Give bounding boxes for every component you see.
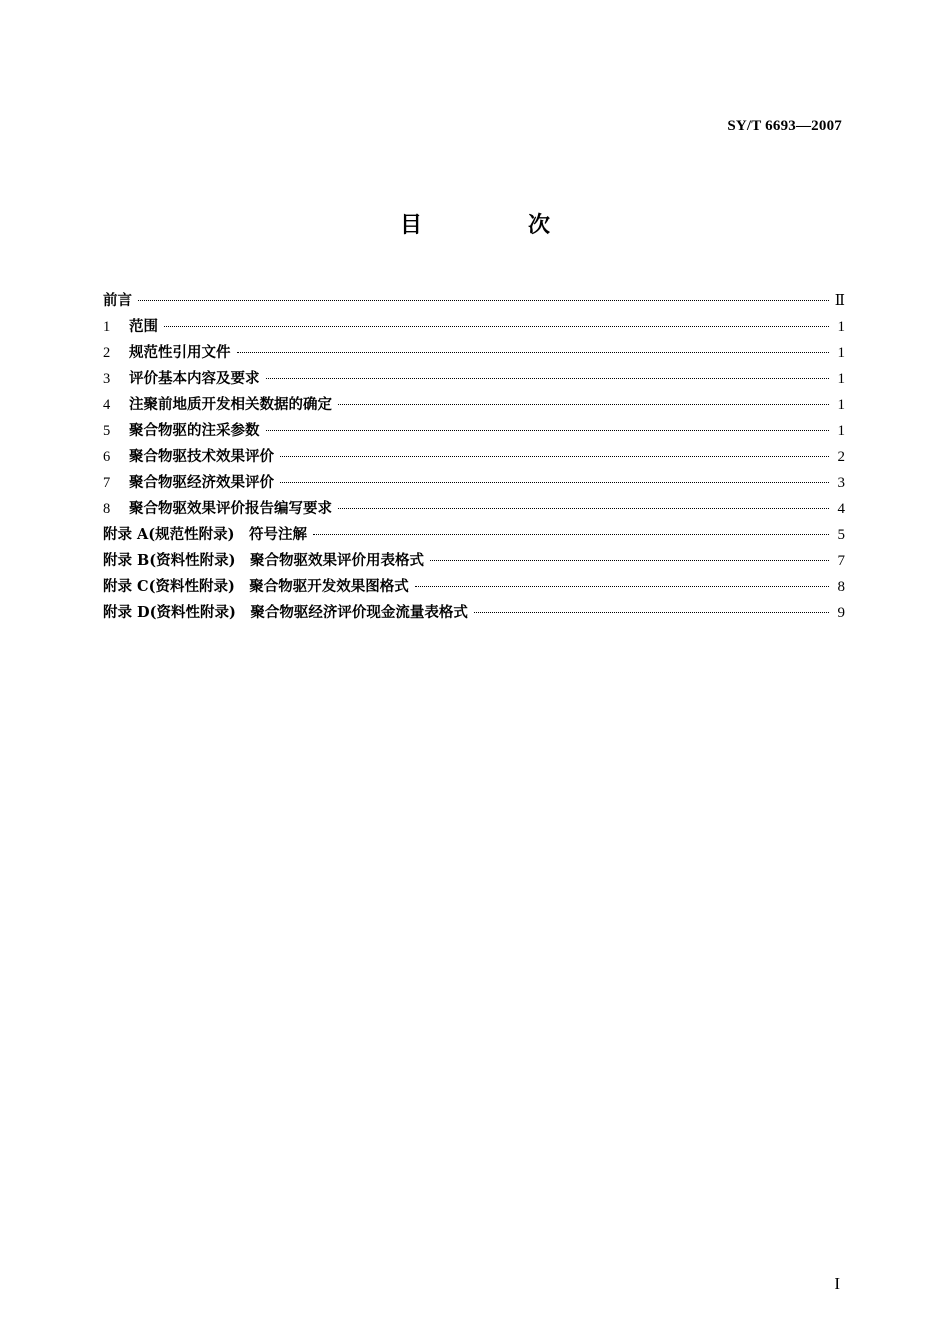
toc-item-label: 评价基本内容及要求 <box>129 370 260 387</box>
toc-item-2[interactable] <box>103 342 845 368</box>
toc-item-label: 聚合物驱的注采参数 <box>129 422 260 439</box>
toc-item-number: 4 <box>103 397 111 413</box>
toc-item-appendix-b[interactable] <box>103 550 845 576</box>
toc-item-7[interactable] <box>103 472 845 498</box>
toc-dot-leader <box>266 378 830 379</box>
toc-item-8[interactable] <box>103 498 845 524</box>
toc-dot-leader <box>415 586 829 587</box>
toc-item-number: 6 <box>103 449 111 465</box>
toc-item-preface[interactable] <box>103 290 845 316</box>
toc-item-number: 2 <box>103 345 111 361</box>
toc-item-label: 附录 A(规范性附录) 符号注解 <box>103 526 308 543</box>
toc-item-label: 聚合物驱效果评价报告编写要求 <box>129 500 332 517</box>
toc-item-page: 2 <box>837 449 845 465</box>
toc-dot-leader <box>266 430 830 431</box>
toc-item-page: 1 <box>837 345 845 361</box>
toc-item-4[interactable] <box>103 394 845 420</box>
toc-dot-leader <box>338 508 829 509</box>
toc-dot-leader <box>430 560 829 561</box>
toc-item-number: 8 <box>103 501 111 517</box>
toc-dot-leader <box>313 534 829 535</box>
toc-dot-leader <box>164 326 829 327</box>
toc-item-label: 前言 <box>103 292 132 309</box>
toc-item-appendix-a[interactable] <box>103 524 845 550</box>
toc-item-page: 1 <box>837 397 845 413</box>
toc-item-page: 4 <box>837 501 845 517</box>
toc-item-label: 注聚前地质开发相关数据的确定 <box>129 396 332 413</box>
toc-item-page: 8 <box>837 579 845 595</box>
toc-dot-leader <box>237 352 830 353</box>
standard-code: SY/T 6693—2007 <box>727 118 842 134</box>
toc-item-label: 聚合物驱经济效果评价 <box>129 474 274 491</box>
toc-dot-leader <box>280 482 829 483</box>
toc-item-label: 聚合物驱技术效果评价 <box>129 448 274 465</box>
toc-dot-leader <box>338 404 829 405</box>
toc-item-appendix-c[interactable] <box>103 576 845 602</box>
toc-item-page: 1 <box>837 423 845 439</box>
toc-dot-leader <box>138 300 829 301</box>
toc-item-page: 1 <box>837 319 845 335</box>
toc-item-3[interactable] <box>103 368 845 394</box>
toc-item-page: 7 <box>837 553 845 569</box>
toc-item-label: 范围 <box>129 318 158 335</box>
toc-item-page: 5 <box>837 527 845 543</box>
toc-item-label: 附录 B(资料性附录) 聚合物驱效果评价用表格式 <box>103 552 425 569</box>
toc-item-page: 1 <box>837 371 845 387</box>
toc-dot-leader <box>280 456 829 457</box>
toc-item-page: 3 <box>837 475 845 491</box>
toc-item-appendix-d[interactable] <box>103 602 845 628</box>
toc-list <box>103 290 845 628</box>
toc-item-6[interactable] <box>103 446 845 472</box>
toc-item-page: 9 <box>837 605 845 621</box>
toc-item-page: Ⅱ <box>834 293 845 309</box>
toc-item-number: 3 <box>103 371 111 387</box>
toc-item-number: 5 <box>103 423 111 439</box>
toc-dot-leader <box>474 612 829 613</box>
toc-item-number: 7 <box>103 475 111 491</box>
page-number: I <box>834 1274 840 1293</box>
toc-item-label: 附录 C(资料性附录) 聚合物驱开发效果图格式 <box>103 578 409 595</box>
toc-item-1[interactable] <box>103 316 845 342</box>
toc-item-label: 规范性引用文件 <box>129 344 231 361</box>
toc-title: 目 次 <box>399 213 592 238</box>
toc-item-label: 附录 D(资料性附录) 聚合物驱经济评价现金流量表格式 <box>103 604 468 621</box>
toc-item-5[interactable] <box>103 420 845 446</box>
toc-item-number: 1 <box>103 319 111 335</box>
